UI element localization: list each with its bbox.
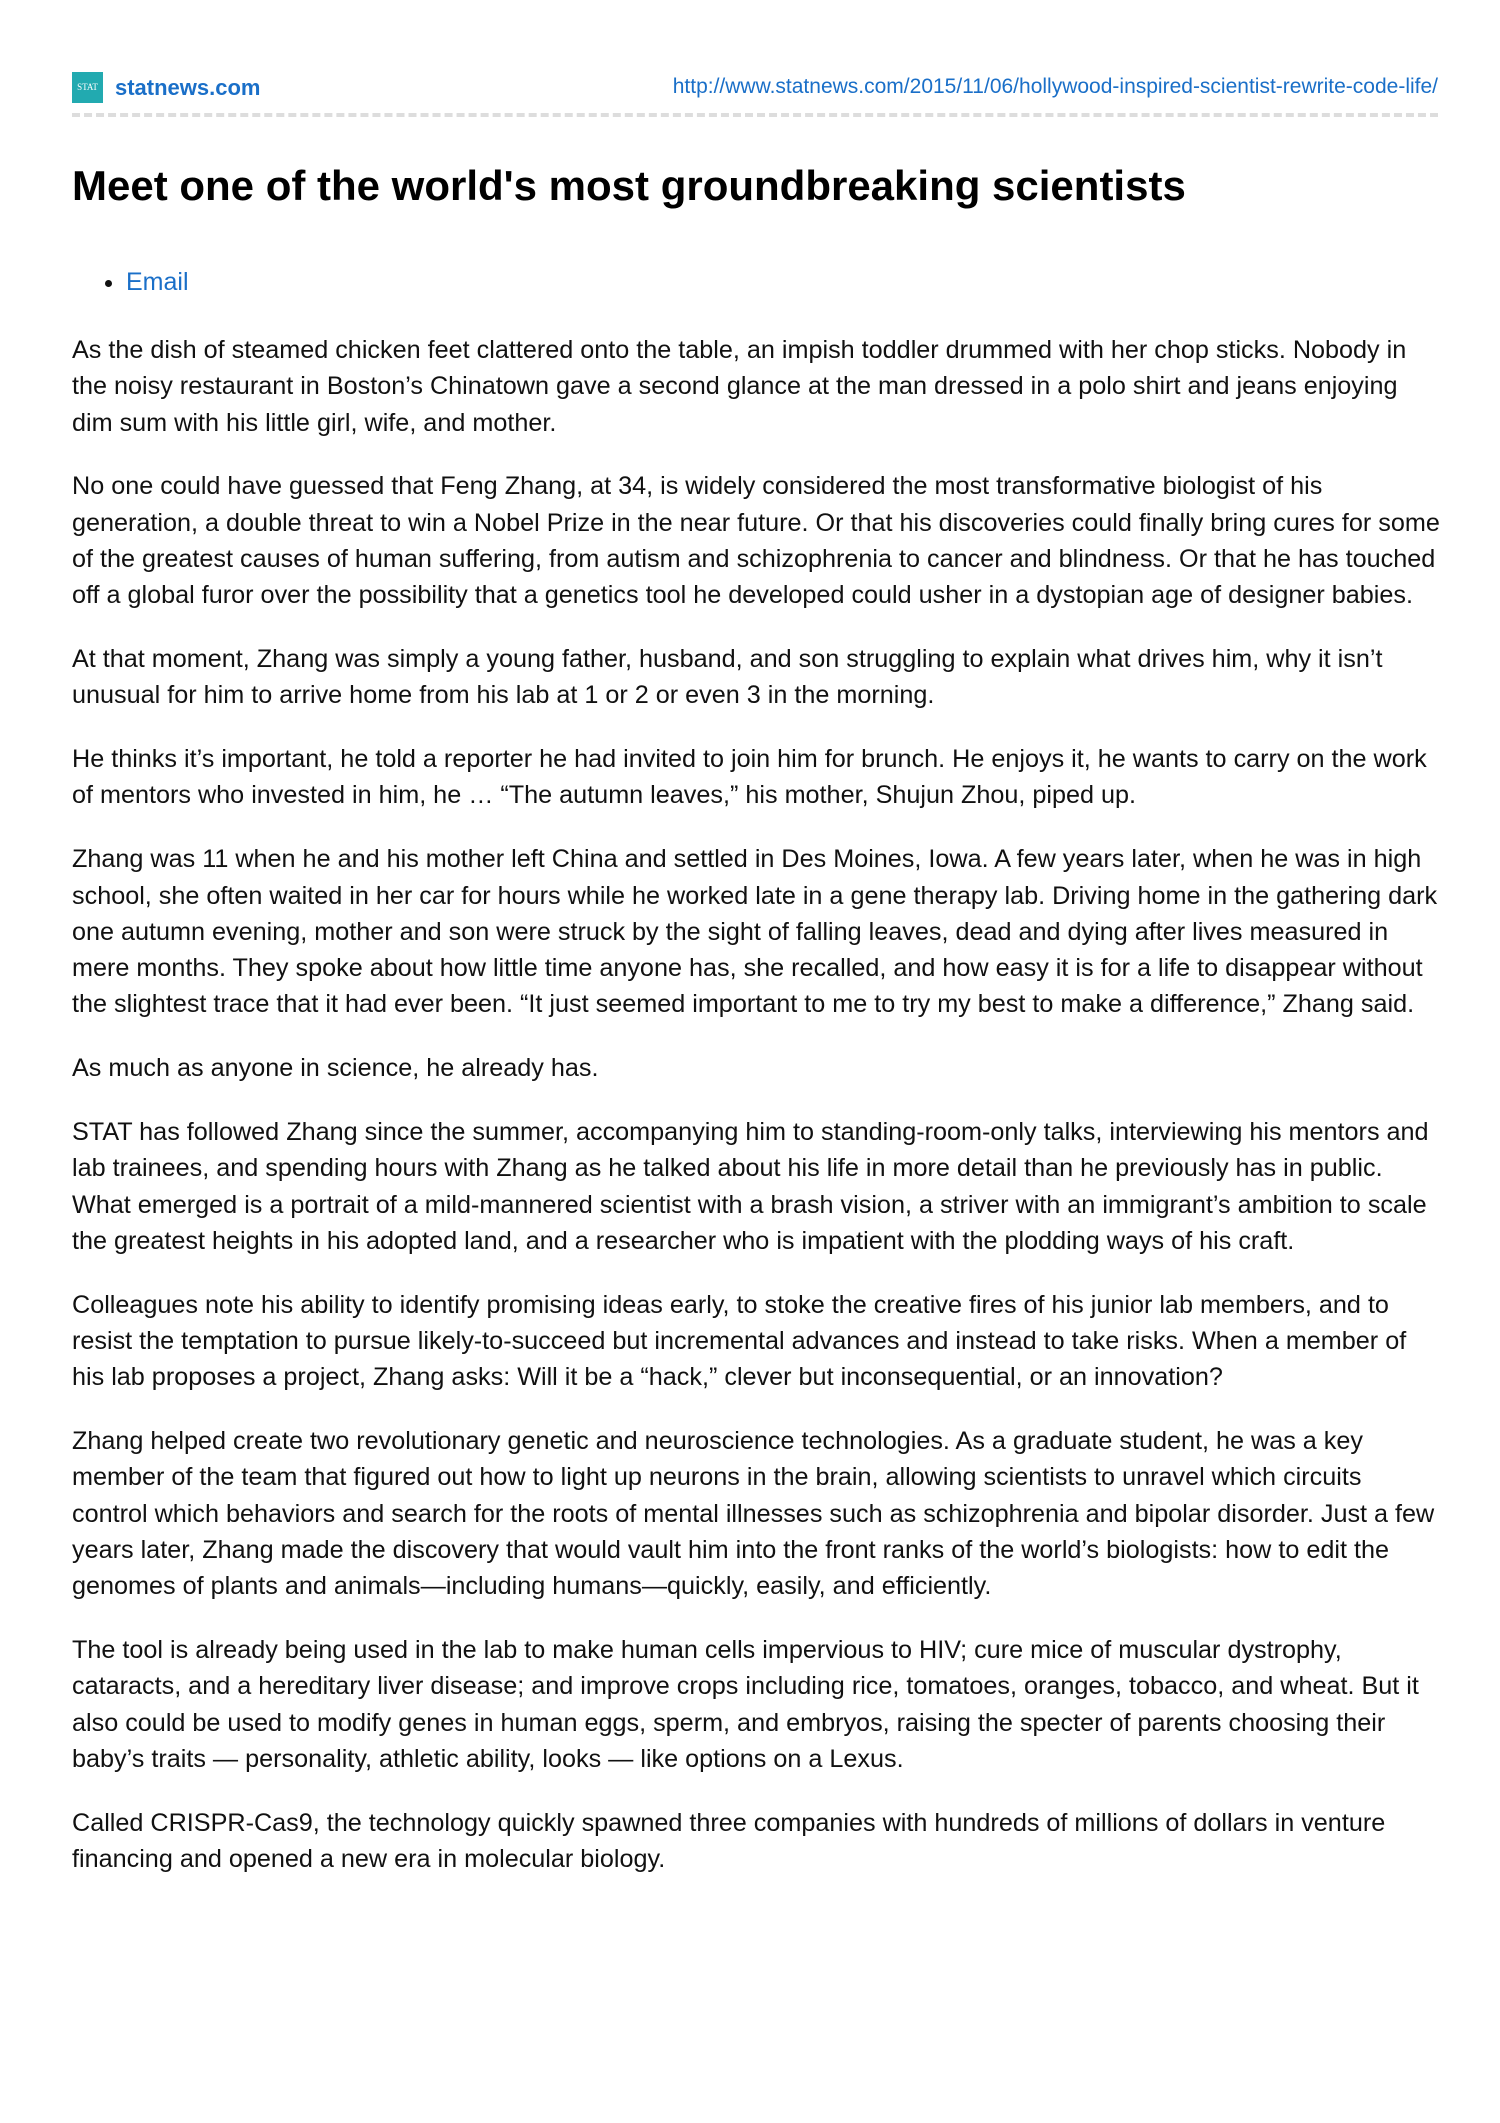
paragraph: Zhang helped create two revolutionary genetic and neuroscience technologies. As a graduate student, he was a key member of the team that figured out how to light up neurons in the brain, allowing scientists to unravel which circuits control which behaviors and search for the roots of mental illnesses such as schizophrenia and bipolar disorder. Just a few years later, Zhang made the discovery that would vault him into the front ranks of the world’s biologists: how to edit the genomes of plants and animals—including humans—quickly, easily, and efficiently.: [72, 1427, 1435, 1601]
paragraph: As the dish of steamed chicken feet clattered onto the table, an impish toddler drummed with her chop sticks. Nobody in the noisy restaurant in Boston’s Chinatown gave a second glance at the man dressed in a polo shirt and jeans enjoying dim sum with his little girl, wife, and mother.: [72, 336, 1407, 437]
share-item: [126, 268, 189, 297]
paragraph: Called CRISPR-Cas9, the technology quickly spawned three companies with hundreds of millions of dollars in venture financing and opened a new era in molecular biology.: [72, 1808, 1386, 1874]
paragraph: Colleagues note his ability to identify promising ideas early, to stoke the creative fires of his junior lab members, and to resist the temptation to pursue likely-to-succeed but incremental advances and instead to take risks. When a member of his lab proposes a project, Zhang asks: Will it be a “hack,” clever but inconsequential, or an innovation?: [72, 1290, 1407, 1392]
paragraph: The tool is already being used in the lab to make human cells impervious to HIV; cure mice of muscular dystrophy, cataracts, and a hereditary liver disease; and improve crops including rice, tomatoes, oranges, tobacco, and wheat. But it also could be used to modify genes in human eggs, sperm, and embryos, raising the specter of parents choosing their baby’s traits — personality, athletic ability, looks — like options on a Lexus.: [72, 1636, 1419, 1773]
paragraph: No one could have guessed that Feng Zhang, at 34, is widely considered the most transformative biologist of his generation, a double threat to win a Nobel Prize in the near future. Or that his discoveries could finally bring cures for some of the greatest causes of human suffering, from autism and schizophrenia to cancer and blindness. Or that he has touched off a global furor over the possibility that a genetics tool he developed could usher in a dystopian age of designer babies.: [72, 472, 1440, 610]
page-header: [72, 70, 1438, 106]
page-title: Meet one of the world's most groundbreaking scientists: [72, 162, 1186, 209]
site-link[interactable]: statnews.com: [115, 75, 261, 100]
email-link[interactable]: Email: [126, 268, 189, 296]
source-url-link[interactable]: http://www.statnews.com/2015/11/06/hollywood-inspired-scientist-rewrite-code-life/: [672, 75, 1438, 98]
stat-logo-icon: STAT: [72, 72, 103, 103]
header-divider: [72, 113, 1438, 117]
paragraph: STAT has followed Zhang since the summer, accompanying him to standing-room-only talks, interviewing his mentors and lab trainees, and spending hours with Zhang as he talked about his life in more detail than he previously has in public. What emerged is a portrait of a mild-mannered scientist with a brash vision, a striver with an immigrant’s ambition to scale the greatest heights in his adopted land, and a researcher who is impatient with the plodding ways of his craft.: [72, 1118, 1429, 1255]
article-body: [72, 332, 1442, 1905]
paragraph: He thinks it’s important, he told a reporter he had invited to join him for brunch. He enjoys it, he wants to carry on the work of mentors who invested in him, he … “The autumn leaves,” his mother, Shujun Zhou, piped up.: [72, 745, 1427, 810]
paragraph: As much as anyone in science, he already has.: [72, 1054, 599, 1083]
paragraph: Zhang was 11 when he and his mother left China and settled in Des Moines, Iowa. A few years later, when he was in high school, she often waited in her car for hours while he worked late in a gene therapy lab. Driving home in the gathering dark one autumn evening, mother and son were struck by the sight of falling leaves, dead and dying after lives measured in mere months. They spoke about how little time anyone has, she recalled, and how easy it is for a life to disappear without the slightest trace that it had ever been. “It just seemed important to me to try my best to make a difference,” Zhang said.: [72, 845, 1438, 1019]
paragraph: At that moment, Zhang was simply a young father, husband, and son struggling to explain what drives him, why it isn’t unusual for him to arrive home from his lab at 1 or 2 or even 3 in the morning.: [72, 645, 1383, 710]
share-list: [72, 268, 189, 297]
